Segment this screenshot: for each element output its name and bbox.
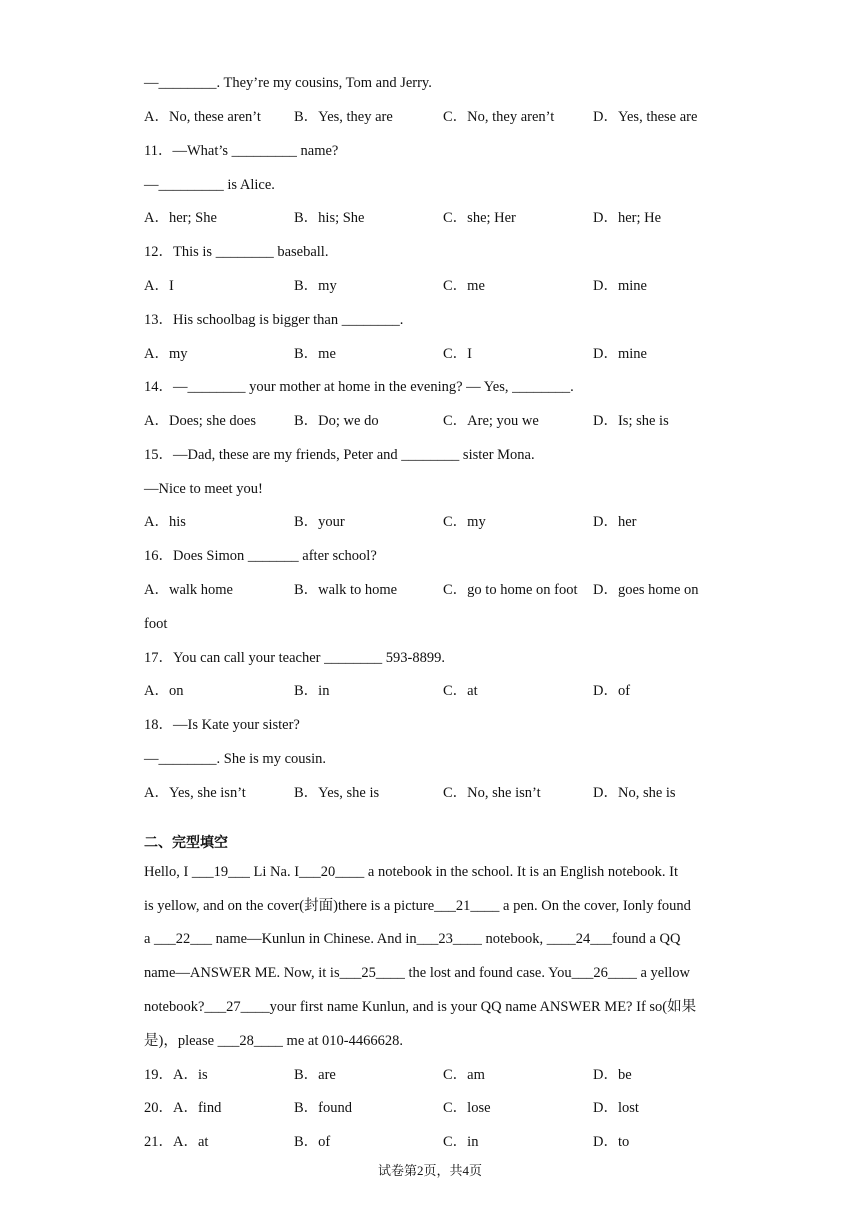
- option-14-c: C．Are; you we: [443, 413, 539, 429]
- option-21-d: D．to: [593, 1134, 630, 1150]
- option-16-a: A．walk home: [144, 582, 233, 598]
- option-15-a: A．his: [144, 514, 186, 530]
- option-20-b: B．found: [294, 1100, 352, 1116]
- question-12: 12．This is ________ baseball.: [144, 244, 329, 260]
- option-19-b: B．are: [294, 1067, 336, 1083]
- question-13: 13．His schoolbag is bigger than ________.: [144, 312, 404, 328]
- option-20-d: D．lost: [593, 1100, 639, 1116]
- option-20-a: 20．A．find: [144, 1100, 222, 1116]
- option-13-b: B．me: [294, 346, 336, 362]
- option-13-c: C．I: [443, 346, 472, 362]
- option-14-a: A．Does; she does: [144, 413, 256, 429]
- passage-line-6: 是)，please ___28____ me at 010-4466628.: [144, 1033, 403, 1049]
- option-12-d: D．mine: [593, 278, 647, 294]
- question-17: 17．You can call your teacher ________ 593-8899.: [144, 650, 445, 666]
- section-title: 二、完型填空: [144, 835, 228, 851]
- option-11-d: D．her; He: [593, 210, 662, 226]
- option-17-a: A．on: [144, 683, 184, 699]
- question-18-reply: —________. She is my cousin.: [144, 751, 327, 767]
- question-14: 14．—________ your mother at home in the evening? — Yes, ________.: [144, 379, 574, 395]
- option-21-b: B．of: [294, 1134, 331, 1150]
- question-11: 11．—What’s _________ name?: [144, 143, 339, 159]
- option-19-a: 19．A．is: [144, 1067, 208, 1083]
- passage-line-2: is yellow, and on the cover(封面)there is a picture___21____ a pen. On the cover, Ionly found: [144, 898, 691, 914]
- question-10-answer-line: —________. They’re my cousins, Tom and Jerry.: [144, 75, 432, 91]
- option-21-a: 21．A．at: [144, 1134, 209, 1150]
- option-14-b: B．Do; we do: [294, 413, 379, 429]
- option-15-b: B．your: [294, 514, 345, 530]
- passage-line-1: Hello, I ___19___ Li Na. I___20____ a notebook in the school. It is an English notebook. It: [144, 864, 679, 880]
- option-21-c: C．in: [443, 1134, 479, 1150]
- option-19-c: C．am: [443, 1067, 485, 1083]
- question-15: 15．—Dad, these are my friends, Peter and ________ sister Mona.: [144, 447, 535, 463]
- option-15-c: C．my: [443, 514, 486, 530]
- option-13-d: D．mine: [593, 346, 647, 362]
- option-16-b: B．walk to home: [294, 582, 398, 598]
- option-13-a: A．my: [144, 346, 188, 362]
- passage-line-4: name—ANSWER ME. Now, it is___25____ the lost and found case. You___26____ a yellow: [144, 965, 690, 981]
- option-12-c: C．me: [443, 278, 485, 294]
- question-18: 18．—Is Kate your sister?: [144, 717, 300, 733]
- option-12-b: B．my: [294, 278, 337, 294]
- option-10-b: B．Yes, they are: [294, 109, 393, 125]
- option-18-d: D．No, she is: [593, 785, 676, 801]
- passage-line-3: a ___22___ name—Kunlun in Chinese. And in___23____ notebook, ____24___found a QQ: [144, 931, 681, 947]
- page-footer: 试卷第2页，共4页: [377, 1163, 482, 1178]
- option-20-c: C．lose: [443, 1100, 491, 1116]
- option-18-a: A．Yes, she isn’t: [144, 785, 246, 801]
- option-10-d: D．Yes, these are: [593, 109, 698, 125]
- passage-line-5: notebook?___27____your first name Kunlun, and is your QQ name ANSWER ME? If so(如果: [144, 999, 697, 1015]
- option-15-d: D．her: [593, 514, 637, 530]
- option-17-b: B．in: [294, 683, 330, 699]
- option-17-d: D．of: [593, 683, 631, 699]
- option-17-c: C．at: [443, 683, 478, 699]
- option-18-b: B．Yes, she is: [294, 785, 380, 801]
- option-16-c: C．go to home on foot: [443, 582, 578, 598]
- option-10-a: A．No, these aren’t: [144, 109, 261, 125]
- option-10-c: C．No, they aren’t: [443, 109, 555, 125]
- option-19-d: D．be: [593, 1067, 632, 1083]
- option-11-c: C．she; Her: [443, 210, 516, 226]
- option-11-b: B．his; She: [294, 210, 365, 226]
- question-11-reply: —_________ is Alice.: [144, 177, 275, 193]
- question-15-reply: —Nice to meet you!: [144, 481, 263, 497]
- option-12-a: A．I: [144, 278, 174, 294]
- option-11-a: A．her; She: [144, 210, 217, 226]
- option-16-d: D．goes home on: [593, 582, 699, 598]
- option-16-d-wrap: foot: [144, 616, 168, 632]
- option-14-d: D．Is; she is: [593, 413, 669, 429]
- question-16: 16．Does Simon _______ after school?: [144, 548, 377, 564]
- option-18-c: C．No, she isn’t: [443, 785, 541, 801]
